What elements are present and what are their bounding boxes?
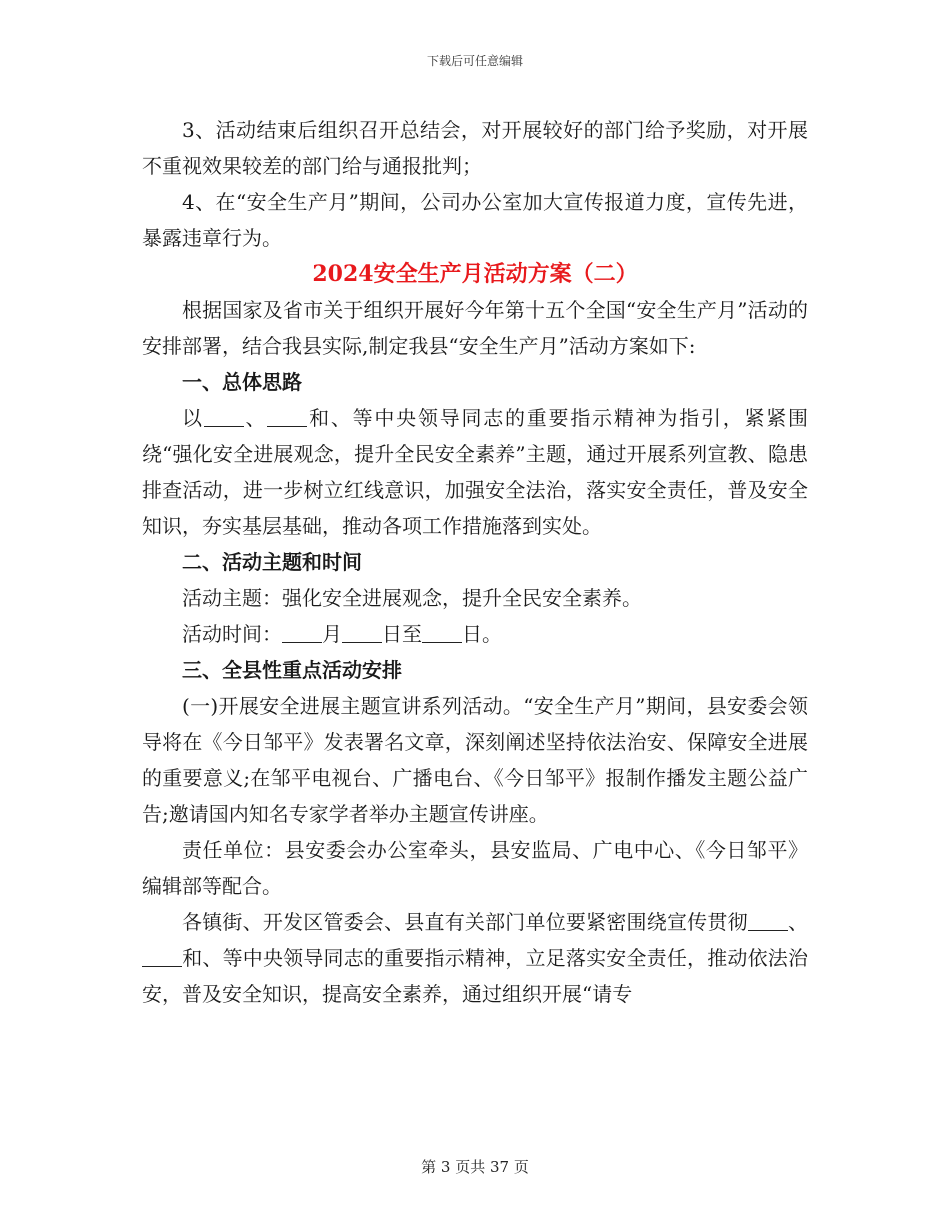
blank-line (342, 622, 382, 643)
text-run: 和、等中央领导同志的重要指示精神，立足落实安全责任，推动依法治安，普及安全知识，提高安全素养，通过组织开展“请专 (142, 946, 808, 1006)
paragraph-item-4: 4、在“安全生产月”期间，公司办公室加大宣传报道力度，宣传先进，暴露违章行为。 (142, 190, 808, 250)
text-run: 日至 (382, 622, 422, 646)
blank-line (267, 406, 307, 427)
section-title: 2024安全生产月活动方案（二） (312, 261, 638, 287)
text-run: 、 (787, 910, 809, 934)
overall-approach-paragraph (142, 400, 808, 544)
text-run: 和、等中央领导同志的重要指示精神为指引，紧紧围绕“强化安全进展观念，提升全民安全素养”主题，通过开展系列宣教、隐患排查活动，进一步树立红线意识，加强安全法治，落实安全责任，普及安全知识，夯实基层基础，推动各项工作措施落到实处。 (142, 406, 809, 538)
text-run: 活动时间： (182, 622, 282, 646)
blank-line (422, 622, 462, 643)
paragraph-item-3: 3、活动结束后组织召开总结会，对开展较好的部门给予奖励，对开展不重视效果较差的部门给与通报批判； (142, 118, 808, 178)
blank-line (204, 406, 244, 427)
document-body (142, 112, 808, 1012)
departments-paragraph (142, 904, 808, 1012)
text-run: 月 (322, 622, 342, 646)
heading-key-activities: 三、全县性重点活动安排 (182, 658, 402, 682)
text-run: 各镇街、开发区管委会、县直有关部门单位要紧密围绕宣传贯彻 (182, 910, 748, 934)
blank-line (142, 946, 182, 967)
page-footer: 第 3 页共 37 页 (421, 1158, 529, 1176)
blank-line (748, 910, 788, 931)
intro-paragraph: 根据国家及省市关于组织开展好今年第十五个全国“安全生产月”活动的安排部署，结合我县实际,制定我县“安全生产月”活动方案如下: (142, 298, 808, 358)
activity-theme: 活动主题：强化安全进展观念，提升全民安全素养。 (182, 586, 642, 610)
heading-theme-time: 二、活动主题和时间 (182, 550, 362, 574)
heading-overall-approach: 一、总体思路 (182, 370, 302, 394)
page-header: 下载后可任意编辑 (426, 54, 523, 68)
blank-line (282, 622, 322, 643)
text-run: 日。 (462, 622, 502, 646)
activity-time (142, 616, 808, 652)
key-activity-1: (一)开展安全进展主题宣讲系列活动。“安全生产月”期间，县安委会领导将在《今日邹平》发表署名文章，深刻阐述坚持依法治安、保障安全进展的重要意义;在邹平电视台、广播电台、《今日邹平》报制作播发主题公益广告;邀请国内知名专家学者举办主题宣传讲座。 (142, 694, 808, 826)
responsible-units: 责任单位：县安委会办公室牵头，县安监局、广电中心、《今日邹平》编辑部等配合。 (142, 838, 808, 898)
text-run: 以 (182, 406, 204, 430)
text-run: 、 (243, 406, 268, 430)
